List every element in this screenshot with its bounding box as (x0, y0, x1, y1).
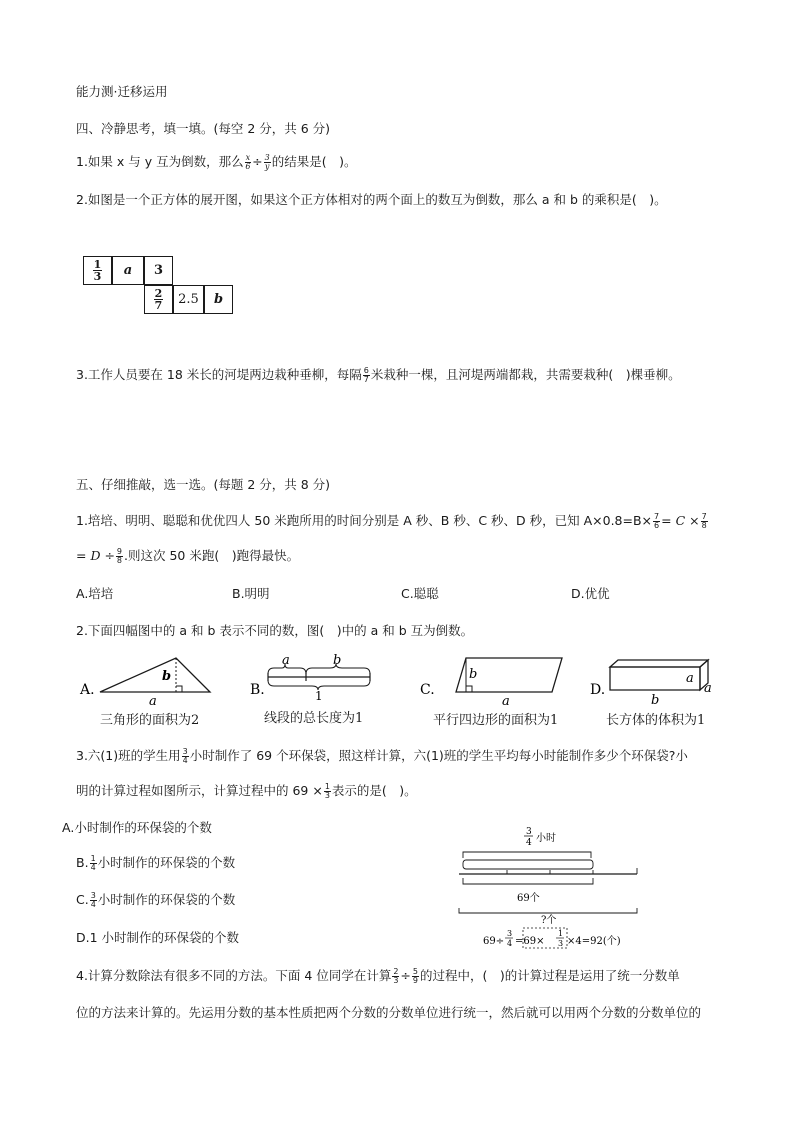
fig-c-a: a (502, 694, 510, 709)
option-b[interactable]: B.明明 (232, 586, 270, 601)
diag-eq-frac2-den: 3 (558, 939, 564, 948)
part4-q2: 2.如图是一个正方体的展开图，如果这个正方体相对的两个面上的数互为倒数，那么 a 和 b 的乘积是( )。 (76, 192, 667, 207)
diag-rounded-box (463, 860, 593, 869)
diag-eq-frac-den: 4 (507, 939, 513, 948)
fraction-1-3: $\frac{1}{3}$ (324, 782, 330, 800)
diag-count-bracket (463, 878, 593, 884)
fig-b-label[interactable]: B. (250, 682, 265, 698)
part4-q3 (76, 365, 681, 384)
diag-total-bracket (459, 908, 637, 913)
fraction-3-y: $\frac{3}{y}$ (264, 153, 270, 171)
part5-title: 五、仔细推敲，选一选。(每题 2 分，共 8 分) (76, 477, 331, 492)
fig-c-caption: 平行四边形的面积为1 (433, 713, 559, 728)
fraction-7-8: $\frac{7}{8}$ (701, 512, 707, 530)
part5-q1-line1 (76, 511, 709, 530)
q3-option-a[interactable] (62, 818, 212, 836)
fraction-6-7: $\frac{6}{7}$ (363, 366, 369, 384)
fig-a-right-angle (176, 686, 182, 692)
net-cell-1: $\frac{1}{3}$ (83, 256, 112, 285)
part5-q4-line2: 位的方法来计算的。先运用分数的基本性质把两个分数的分数单位进行统一，然后就可以用两个分数的分数单位的 (76, 1005, 702, 1020)
option-d[interactable]: D.优优 (571, 586, 610, 601)
eq-c: = C × (661, 513, 700, 528)
option-c[interactable]: C.聪聪 (401, 586, 439, 601)
fig-d-caption: 长方体的体积为1 (606, 713, 706, 728)
q3-option-c[interactable] (76, 890, 235, 909)
fraction-9-8: $\frac{9}{8}$ (116, 547, 123, 565)
diag-eq-frac-num: 3 (507, 929, 513, 938)
q3-option-a-label: A. (62, 820, 75, 835)
part5-q1-line2 (76, 546, 299, 565)
fraction-x-6: $\frac{x}{6}$ (245, 153, 251, 171)
fig-b-a: a (282, 653, 290, 668)
diag-top-frac-num: 3 (526, 827, 532, 837)
diag-unknown: ?个 (541, 915, 557, 926)
q3-option-c-fraction: $\frac{3}{4}$ (90, 891, 96, 909)
part4-q3-post: 米栽种一棵，且河堤两端都栽，共需要栽种( )棵垂柳。 (370, 367, 681, 382)
part5-q4-text-b: 的过程中，( )的计算过程是运用了统一分数单 (420, 968, 680, 983)
diag-eq-frac2-num: 1 (558, 929, 564, 938)
part5-q3-line2 (76, 781, 417, 800)
fraction-7-6: $\frac{7}{6}$ (654, 512, 660, 530)
part4-q1 (76, 152, 356, 171)
fig-d-b: b (651, 693, 660, 708)
part5-q4-line1 (76, 966, 680, 985)
part5-q1-text: 1.培培、明明、聪聪和优优四人 50 米跑所用的时间分别是 A 秒、B 秒、C 秒、D 秒，已知 A×0.8=B× (76, 513, 653, 528)
net-cell-a: a (112, 256, 144, 285)
fig-c-b: b (469, 667, 478, 682)
q3-option-d[interactable]: D.1 小时制作的环保袋的个数 (76, 930, 240, 945)
fig-a-b: b (162, 669, 172, 684)
fig-b-one: 1 (315, 689, 323, 703)
fig-d-label[interactable]: D. (590, 682, 606, 698)
q3-option-b-label: B. (76, 855, 89, 870)
q3-option-c-text: 小时制作的环保袋的个数 (97, 892, 236, 907)
net-cell-3: 3 (144, 256, 173, 285)
diag-top-unit: 小时 (536, 833, 556, 844)
q3-option-b[interactable] (76, 853, 235, 872)
fig-b-caption: 线段的总长度为1 (264, 711, 364, 726)
part4-q1-post: 的结果是( )。 (271, 154, 357, 169)
divide-sign-q4: ÷ (400, 968, 411, 983)
fig-a-label[interactable]: A. (80, 682, 95, 698)
diag-eq-part3: ×4=92(个) (567, 936, 621, 947)
fig-a-triangle (100, 658, 210, 692)
diag-top-frac-den: 4 (526, 838, 532, 848)
fraction-5-9: $\frac{5}{9}$ (412, 967, 418, 985)
part5-q2: 2.下面四幅图中的 a 和 b 表示不同的数，图( )中的 a 和 b 互为倒数。 (76, 623, 474, 638)
fig-a-a: a (149, 694, 157, 709)
fig-c-right-angle (466, 686, 472, 692)
net-cell-2-5: 2.5 (173, 285, 204, 314)
part5-q3-text-a: 3.六(1)班的学生用 (76, 748, 181, 763)
fraction-2-3: $\frac{2}{3}$ (393, 967, 399, 985)
part5-q3-line1 (76, 746, 688, 765)
q3-option-c-label: C. (76, 892, 89, 907)
fig-b-b: b (333, 653, 342, 668)
diag-top-bracket (463, 852, 591, 858)
part4-q3-pre: 3.工作人员要在 18 米长的河堤两边栽种垂柳，每隔 (76, 367, 362, 382)
fig-c-label[interactable]: C. (420, 682, 435, 698)
part4-title: 四、冷静思考，填一填。(每空 2 分，共 6 分) (76, 121, 331, 136)
part4-q1-pre: 1.如果 x 与 y 互为倒数，那么 (76, 154, 244, 169)
q3-option-b-fraction: $\frac{1}{4}$ (90, 854, 96, 872)
option-a[interactable]: A.培培 (76, 586, 114, 601)
part5-q3-text-d: 表示的是( )。 (331, 783, 417, 798)
diag-eq-part2: =69× (515, 936, 545, 947)
part5-q1-tail: .则这次 50 米跑( )跑得最快。 (124, 548, 300, 563)
fig-d-a-side: a (704, 681, 712, 696)
net-cell-b: b (204, 285, 233, 314)
fig-a-caption: 三角形的面积为2 (100, 713, 200, 728)
eq-d: = D ÷ (76, 548, 115, 563)
fig-d-top (610, 660, 708, 667)
diag-count: 69个 (517, 893, 540, 904)
section-header: 能力测·迁移运用 (76, 84, 168, 99)
divide-sign: ÷ (252, 154, 263, 169)
q3-diagram (455, 820, 655, 950)
fraction-3-4: $\frac{3}{4}$ (182, 747, 188, 765)
diag-eq-part1: 69÷ (483, 936, 505, 947)
part5-q3-text-c: 明的计算过程如图所示，计算过程中的 69 × (76, 783, 323, 798)
net-cell-2-7: $\frac{2}{7}$ (144, 285, 173, 314)
part5-q3-text-b: 小时制作了 69 个环保袋，照这样计算，六(1)班的学生平均每小时能制作多少个环保袋?小 (189, 748, 688, 763)
q3-option-b-text: 小时制作的环保袋的个数 (97, 855, 236, 870)
fig-d-a-front: a (686, 671, 694, 686)
part5-q4-text-a: 4.计算分数除法有很多不同的方法。下面 4 位同学在计算 (76, 968, 392, 983)
q3-option-a-text: 小时制作的环保袋的个数 (74, 820, 212, 835)
